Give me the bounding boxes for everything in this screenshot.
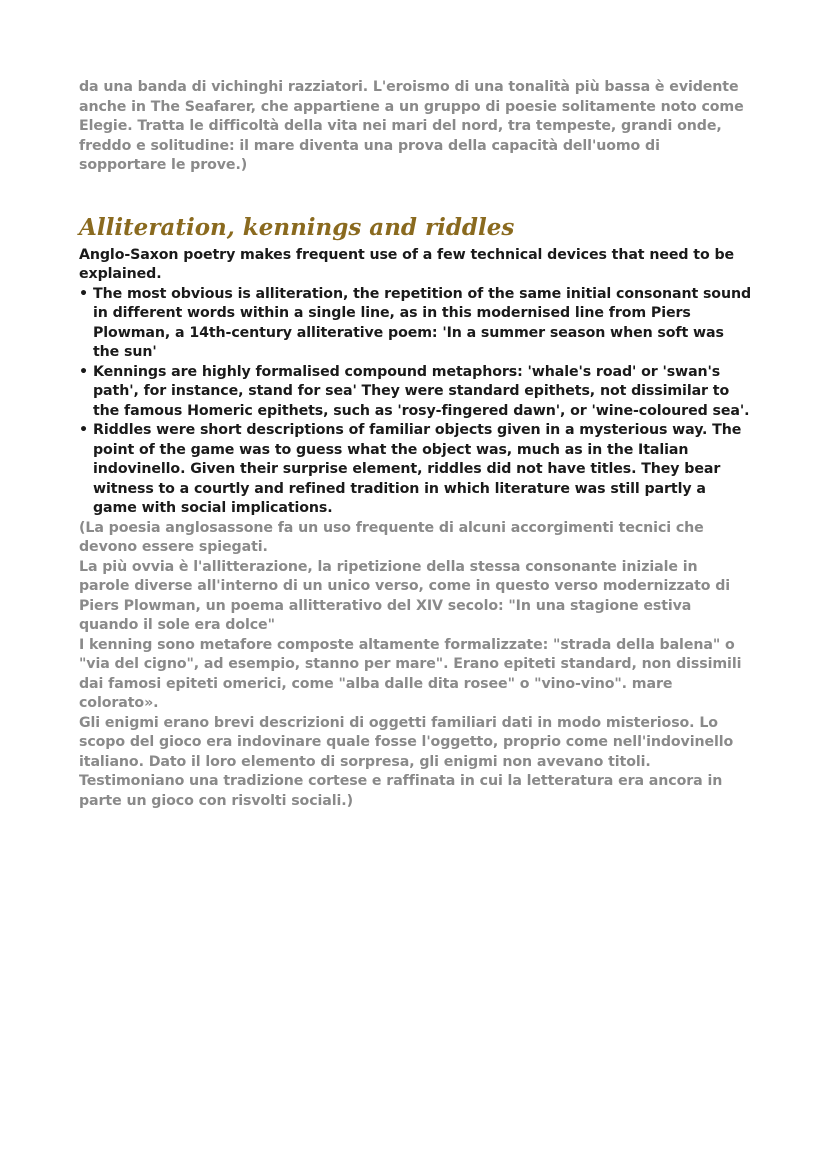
bullet-marker: • xyxy=(79,422,88,438)
bullet-marker: • xyxy=(79,285,88,302)
bullet-marker: • xyxy=(79,363,88,380)
translation-alliteration: La più ovvia è l'allitterazione, la ripetizione della stessa consonante iniziale in parole diverse all'interno di un unico verso, come in questo verso modernizzato di Piers Plowman, un poema allitterativo del XIV secolo: "In una stagione estiva quando il sole era dolce" xyxy=(79,558,731,633)
list-item-text: Kennings are highly formalised compound metaphors: 'whale's road' or 'swan's path', for instance, stand for sea' They were standard epithets, not dissimilar to the famous Homeric epithets, such as 'rosy-fingered dawn', or 'wine-coloured sea'. xyxy=(93,363,750,419)
list-item-text: Riddles were short descriptions of familiar objects given in a mysterious way. The point of the game was to guess what the object was, much as in the Italian indovinello. Given their surprise element, riddles did not have titles. They bear witness to a courtly and refined tradition in which literature was still partly a game with social implications. xyxy=(93,422,742,516)
list-item-riddles xyxy=(79,421,751,519)
translation-intro: (La poesia anglosassone fa un uso frequente di alcuni accorgimenti tecnici che devono essere spiegati. xyxy=(79,519,704,555)
translation-kennings: I kenning sono metafore composte altamente formalizzate: "strada della balena" o "via del cigno", ad esempio, stanno per mare". Erano epiteti standard, non dissimili dai famosi epiteti omerici, come "alba dalle dita rosee" o "vino-vino". mare colorato». xyxy=(79,636,742,711)
section-intro: Anglo-Saxon poetry makes frequent use of a few technical devices that need to be explained. xyxy=(79,246,735,282)
page-content xyxy=(79,78,751,811)
italian-translation-block xyxy=(79,519,751,812)
device-list xyxy=(79,285,751,519)
list-item-alliteration xyxy=(79,285,751,363)
translation-riddles: Gli enigmi erano brevi descrizioni di oggetti familiari dati in modo misterioso. Lo scopo del gioco era indovinare quale fosse l'oggetto, proprio come nell'indovinello italiano. Dato il loro elemento di sorpresa, gli enigmi non avevano titoli. Testimoniano una tradizione cortese e raffinata in cui la letteratura era ancora in parte un gioco con risvolti sociali.) xyxy=(79,714,734,809)
list-item-text: The most obvious is alliteration, the repetition of the same initial consonant sound in different words within a single line, as in this modernised line from Piers Plowman, a 14th-century alliterative poem: 'In a summer season when soft was the sun' xyxy=(93,285,752,360)
list-item-kennings xyxy=(79,363,751,422)
intro-translation-paragraph: da una banda di vichinghi razziatori. L'eroismo di una tonalità più bassa è evidente anche in The Seafarer, che appartiene a un gruppo di poesie solitamente noto come Elegie. Tratta le difficoltà della vita nei mari del nord, tra tempeste, grandi onde, freddo e solitudine: il mare diventa una prova della capacità dell'uomo di sopportare le prove.) xyxy=(79,79,744,173)
section-heading: Alliteration, kennings and riddles xyxy=(79,213,515,241)
